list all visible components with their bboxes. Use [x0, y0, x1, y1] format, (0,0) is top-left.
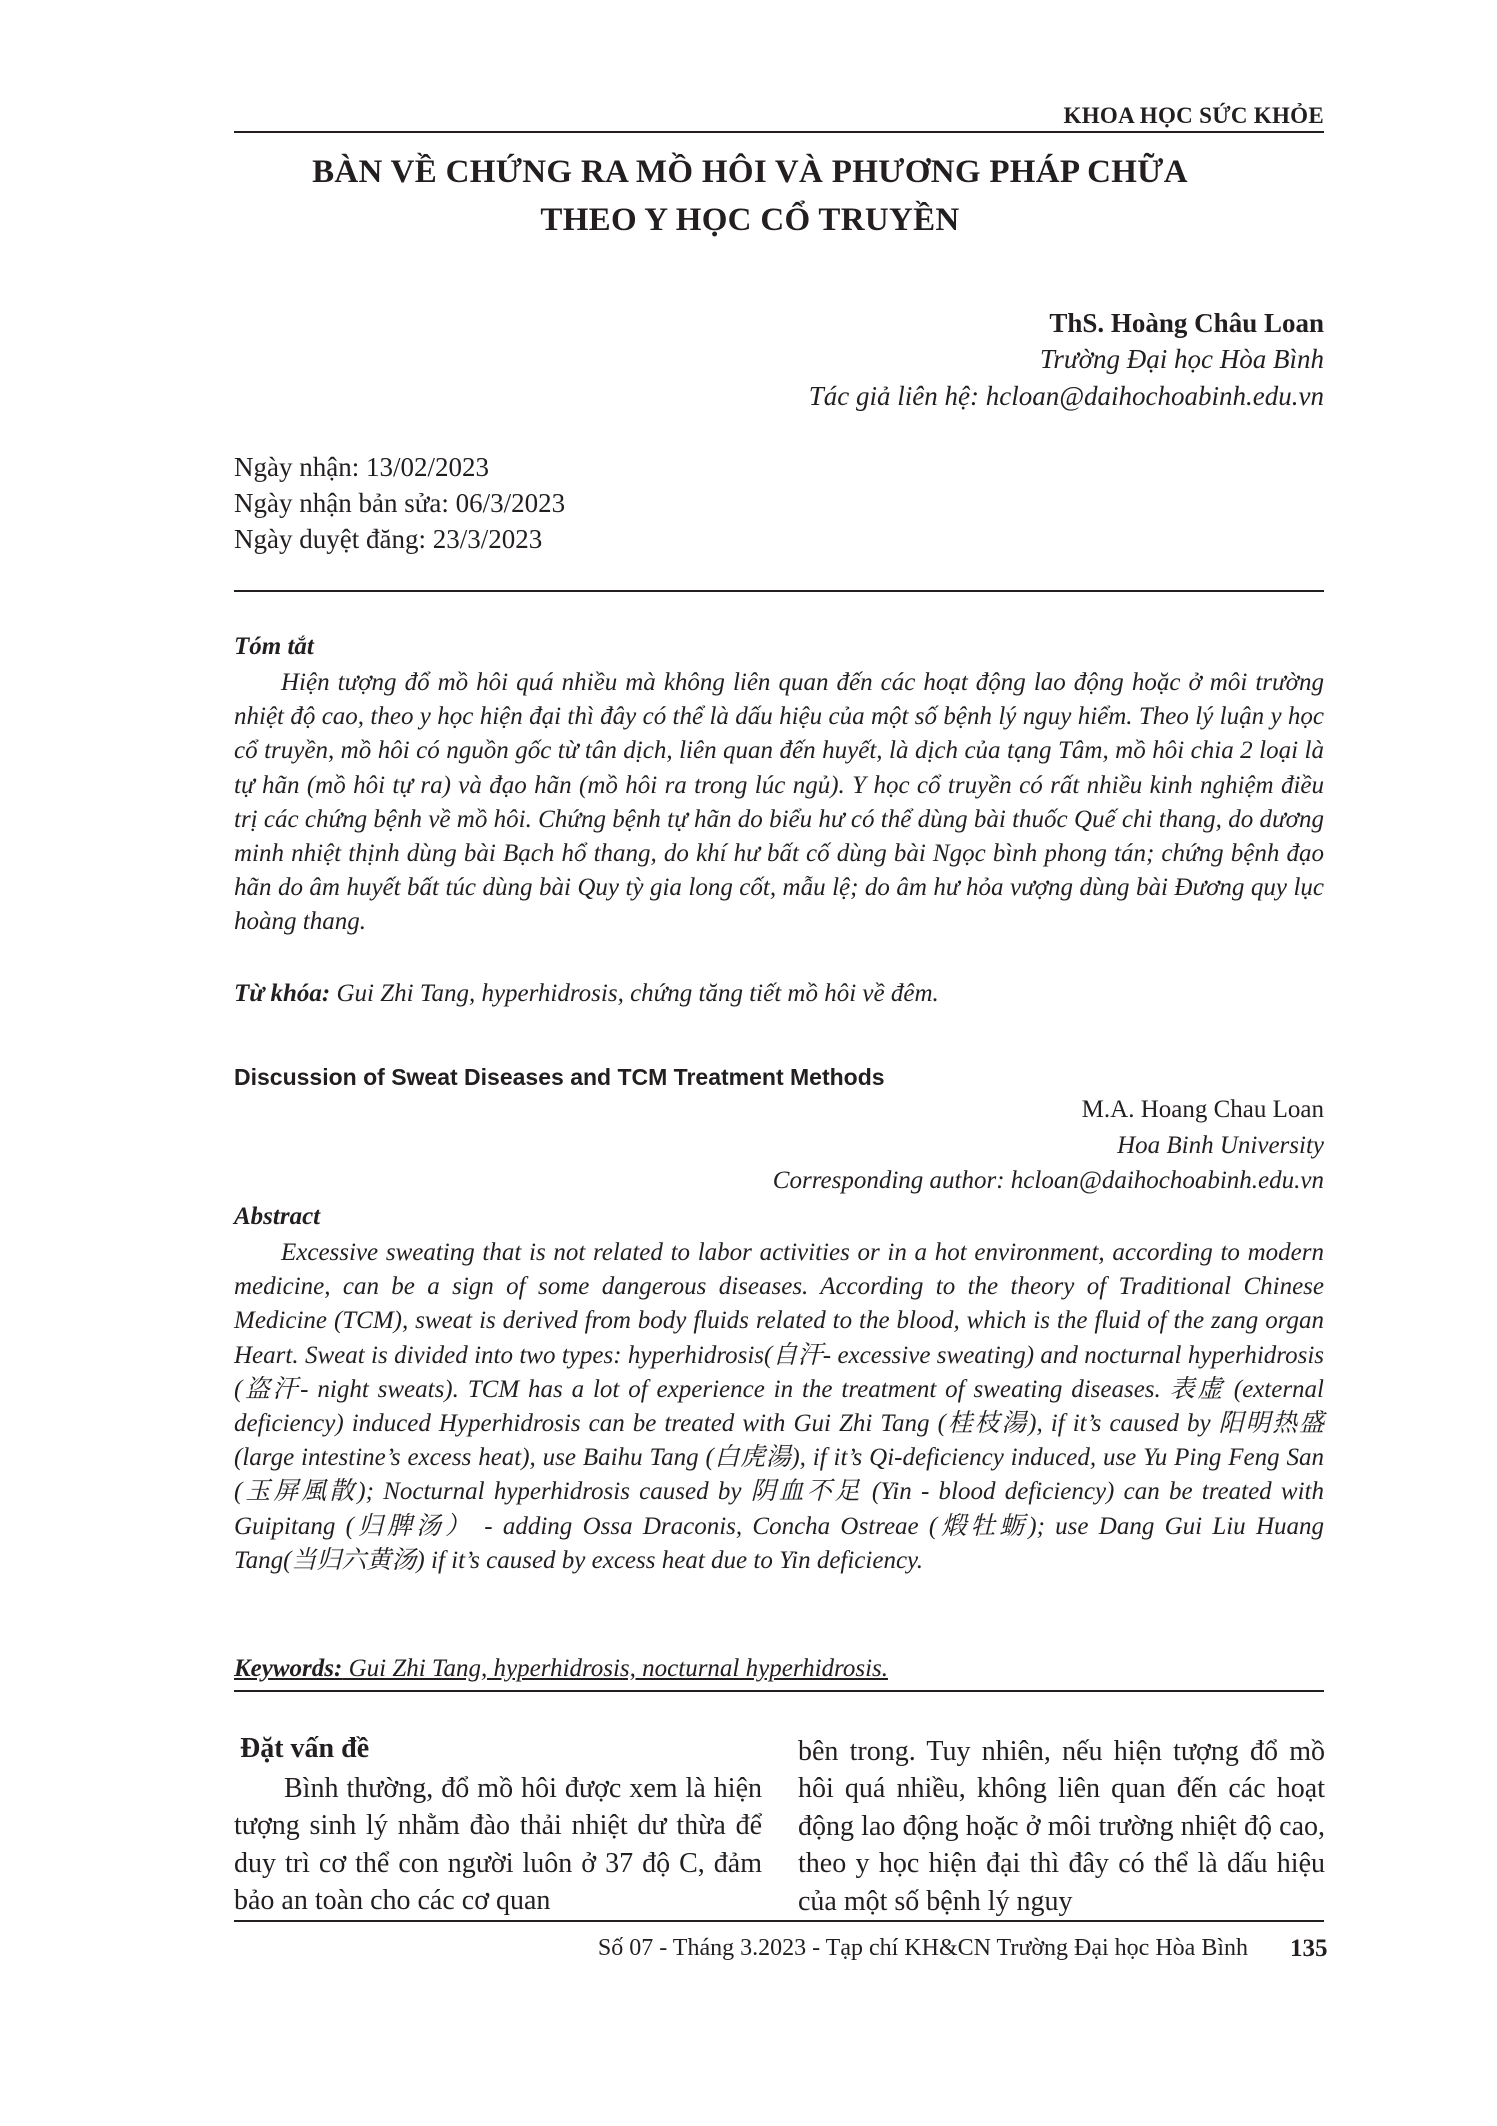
intro-right-column: bên trong. Tuy nhiên, nếu hiện tượng đổ mồ hôi quá nhiều, không liên quan đến các hoạt động lao động hoặc ở môi trường nhiệt độ cao, theo y học hiện đại thì đây có thể là dấu hiệu của một số bệnh lý nguy	[798, 1736, 1325, 1917]
abstract-heading: Abstract	[234, 1203, 321, 1230]
date-accepted: Ngày duyệt đăng: 23/3/2023	[234, 524, 543, 554]
article-title	[180, 148, 1320, 244]
title-line-1: BÀN VỀ CHỨNG RA MỒ HÔI VÀ PHƯƠNG PHÁP CHỮA	[312, 154, 1188, 190]
author-affiliation-vi: Trường Đại học Hòa Bình	[1039, 344, 1324, 374]
author-name-vi: ThS. Hoàng Châu Loan	[1049, 308, 1324, 338]
author-contact-en: Corresponding author: hcloan@daihochoabinh.edu.vn	[772, 1167, 1324, 1194]
author-name-en: M.A. Hoang Chau Loan	[1081, 1096, 1324, 1123]
keywords-label-en: Keywords:	[234, 1655, 343, 1682]
journal-footer: Số 07 - Tháng 3.2023 - Tạp chí KH&CN Trường Đại học Hòa Bình	[597, 1935, 1248, 1961]
author-contact-vi: Tác giả liên hệ: hcloan@daihochoabinh.edu.vn	[808, 381, 1324, 411]
intro-heading: Đặt vấn đề	[240, 1733, 370, 1764]
dates-rule	[234, 590, 1324, 592]
footer-rule	[234, 1920, 1324, 1922]
date-received: Ngày nhận: 13/02/2023	[234, 452, 489, 482]
summary-heading-vi: Tóm tắt	[234, 633, 314, 660]
section-label: KHOA HỌC SỨC KHỎE	[1063, 103, 1324, 128]
english-title: Discussion of Sweat Diseases and TCM Treatment Methods	[234, 1064, 885, 1090]
abstract-rule	[234, 1690, 1324, 1692]
title-line-2: THEO Y HỌC CỔ TRUYỀN	[540, 202, 960, 238]
keywords-vi	[234, 980, 1324, 1008]
keywords-text-vi: Gui Zhi Tang, hyperhidrosis, chứng tăng tiết mồ hôi về đêm.	[330, 980, 939, 1007]
abstract-body: Excessive sweating that is not related to labor activities or in a hot environment, according to modern medicine, can be a sign of some dangerous diseases. According to the theory of Traditional Chinese Medicine (TCM), sweat is derived from body fluids related to the blood, which is the fluid of the zang organ Heart. Sweat is divided into two types: hyperhidrosis(自汗- excessive sweating) and nocturnal hyperhidrosis (盗汗- night sweats). TCM has a lot of experience in the treatment of sweating diseases. 表虚 (external deficiency) induced Hyperhidrosis can be treated with Gui Zhi Tang (桂枝湯), if it’s caused by 阳明热盛(large intestine’s excess heat), use Baihu Tang (白虎湯), if it’s Qi-deficiency induced, use Yu Ping Feng San (玉屏風散); Nocturnal hyperhidrosis caused by 阴血不足 (Yin - blood deficiency) can be treated with Guipitang (归脾汤） - adding Ossa Draconis, Concha Ostreae (煅牡蛎); use Dang Gui Liu Huang Tang(当归六黄汤) if it’s caused by excess heat due to Yin deficiency.	[234, 1239, 1324, 1574]
author-affiliation-en: Hoa Binh University	[1117, 1132, 1324, 1159]
keywords-en	[234, 1655, 888, 1683]
date-revised: Ngày nhận bản sửa: 06/3/2023	[234, 488, 566, 518]
intro-left-column: Bình thường, đổ mồ hôi được xem là hiện tượng sinh lý nhằm đào thải nhiệt dư thừa để duy trì cơ thể con người luôn ở 37 độ C, đảm bảo an toàn cho các cơ quan	[234, 1773, 762, 1917]
keywords-text-en: Gui Zhi Tang, hyperhidrosis, nocturnal hyperhidrosis.	[342, 1655, 888, 1682]
summary-body-vi: Hiện tượng đổ mồ hôi quá nhiều mà không liên quan đến các hoạt động lao động hoặc ở môi trường nhiệt độ cao, theo y học hiện đại thì đây có thể là dấu hiệu của một số bệnh lý nguy hiểm. Theo lý luận y học cổ truyền, mồ hôi có nguồn gốc từ tân dịch, liên quan đến huyết, là dịch của tạng Tâm, mồ hôi chia 2 loại là tự hãn (mồ hôi tự ra) và đạo hãn (mồ hôi ra trong lúc ngủ). Y học cổ truyền có rất nhiều kinh nghiệm điều trị các chứng bệnh về mồ hôi. Chứng bệnh tự hãn do biểu hư có thể dùng bài thuốc Quế chi thang, do dương minh nhiệt thịnh dùng bài Bạch hổ thang, do khí hư bất cố dùng bài Ngọc bình phong tán; chứng bệnh đạo hãn do âm huyết bất túc dùng bài Quy tỳ gia long cốt, mẫu lệ; do âm hư hỏa vượng dùng bài Đương quy lục hoàng thang.	[234, 669, 1324, 936]
page-number: 135	[1290, 1935, 1328, 1962]
header-rule	[234, 131, 1324, 133]
keywords-label-vi: Từ khóa:	[234, 980, 331, 1007]
